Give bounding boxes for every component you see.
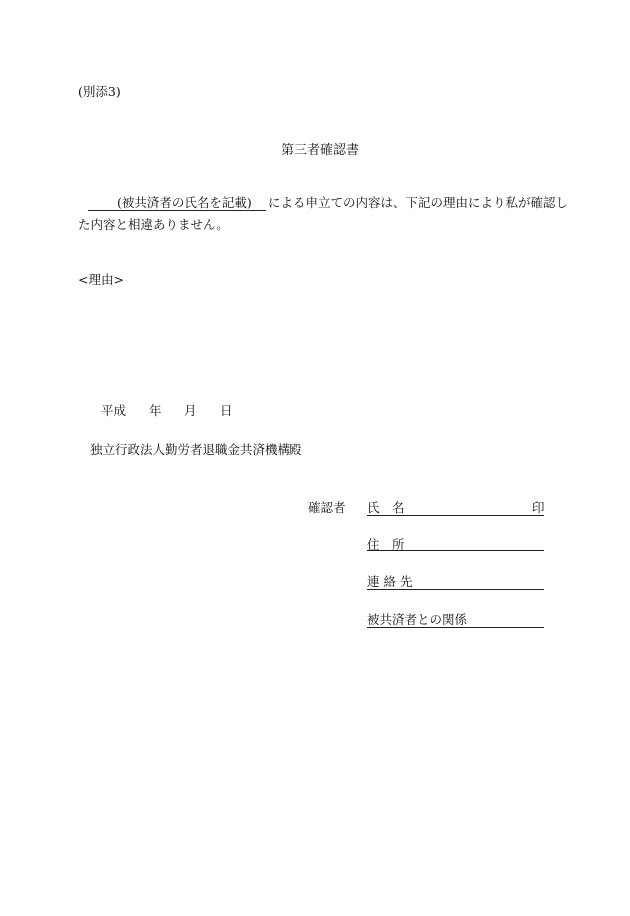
annex-label: (別添3) bbox=[78, 84, 121, 99]
reason-heading: <理由> bbox=[78, 272, 124, 287]
name-blank-underline bbox=[88, 210, 266, 211]
document-title: 第三者確認書 bbox=[281, 143, 360, 158]
relationship-field-label: 被共済者との関係 bbox=[367, 612, 468, 627]
relationship-field-line bbox=[367, 627, 544, 628]
contact-field-line bbox=[367, 589, 544, 590]
date-era: 平成 bbox=[101, 403, 127, 418]
date-day-label: 日 bbox=[220, 403, 233, 418]
statement-line-2: た内容と相違ありません。 bbox=[78, 217, 229, 232]
date-month-label: 月 bbox=[184, 403, 197, 418]
contact-field-label: 連 絡 先 bbox=[367, 574, 413, 589]
statement-line-1: による申立ての内容は、下記の理由により私が確認し bbox=[268, 195, 569, 210]
seal-mark: 印 bbox=[532, 500, 545, 515]
address-field-label: 住 所 bbox=[367, 537, 405, 552]
date-year-label: 年 bbox=[149, 403, 162, 418]
address-field-line bbox=[367, 550, 544, 551]
addressee-organization: 独立行政法人勤労者退職金共済機構 bbox=[90, 442, 291, 457]
confirmer-label: 確認者 bbox=[308, 500, 346, 515]
name-field-line bbox=[367, 515, 544, 516]
name-placeholder: (被共済者の氏名を記載) bbox=[117, 195, 252, 210]
addressee-honorific: 殿 bbox=[289, 442, 302, 457]
name-field-label: 氏 名 bbox=[367, 500, 405, 515]
